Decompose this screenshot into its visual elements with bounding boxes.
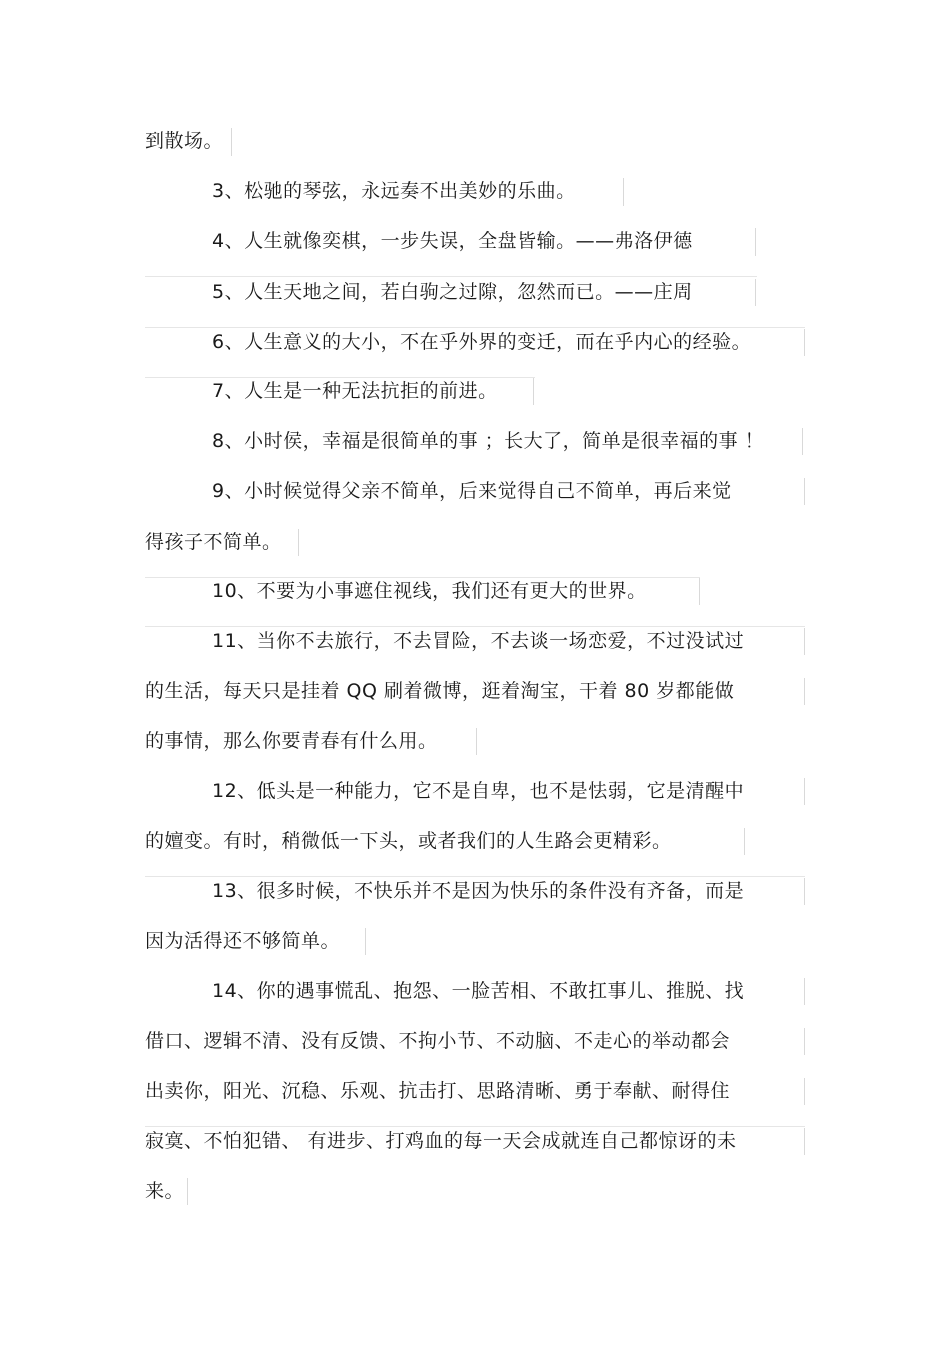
text-line: 因为活得还不够简单。 (145, 930, 341, 952)
border-fragment (744, 828, 745, 855)
text-line: 4、人生就像奕棋，一步失误，全盘皆输。——弗洛伊德 (212, 230, 693, 252)
border-fragment (187, 1178, 188, 1205)
text-line: 14、你的遇事慌乱、抱怨、一脸苦相、不敢扛事儿、推脱、找 (212, 980, 745, 1002)
border-fragment (804, 678, 805, 705)
text-line: 12、低头是一种能力，它不是自卑，也不是怯弱，它是清醒中 (212, 780, 745, 802)
text-line: 6、人生意义的大小，不在乎外界的变迁，而在乎内心的经验。 (212, 331, 752, 353)
text-line: 9、小时候觉得父亲不简单，后来觉得自己不简单，再后来觉 (212, 480, 732, 502)
border-fragment (298, 529, 299, 556)
text-line: 的嬗变。有时，稍微低一下头，或者我们的人生路会更精彩。 (145, 830, 672, 852)
border-fragment (804, 628, 805, 655)
text-line: 出卖你，阳光、沉稳、乐观、抗击打、思路清晰、勇于奉献、耐得住 (145, 1080, 731, 1102)
border-fragment (804, 1078, 805, 1105)
border-fragment (755, 279, 756, 306)
text-line: 5、人生天地之间，若白驹之过隙，忽然而已。——庄周 (212, 281, 693, 303)
text-line: 到散场。 (145, 130, 224, 152)
text-line: 寂寞、不怕犯错、 有进步、打鸡血的每一天会成就连自己都惊讶的未 (145, 1130, 737, 1152)
text-line: 得孩子不简单。 (145, 531, 282, 553)
border-fragment (804, 778, 805, 805)
border-fragment (755, 228, 756, 256)
border-fragment (804, 478, 805, 505)
border-fragment (231, 128, 232, 156)
border-fragment (804, 329, 805, 356)
border-fragment (365, 928, 366, 955)
text-line: 13、很多时候，不快乐并不是因为快乐的条件没有齐备，而是 (212, 880, 745, 902)
border-fragment (623, 178, 624, 206)
text-line: 的生活，每天只是挂着 QQ 刷着微博，逛着淘宝，干着 80 岁都能做 (145, 680, 735, 702)
border-fragment (802, 428, 803, 455)
border-fragment (533, 378, 534, 405)
border-fragment (804, 878, 805, 905)
border-fragment (699, 578, 700, 605)
text-line: 借口、逻辑不清、没有反馈、不拘小节、不动脑、不走心的举动都会 (145, 1030, 731, 1052)
text-line: 3、松驰的琴弦，永远奏不出美妙的乐曲。 (212, 180, 576, 202)
text-line: 11、当你不去旅行，不去冒险，不去谈一场恋爱，不过没试过 (212, 630, 745, 652)
text-line: 10、不要为小事遮住视线，我们还有更大的世界。 (212, 580, 647, 602)
text-line: 的事情，那么你要青春有什么用。 (145, 730, 438, 752)
text-line: 7、人生是一种无法抗拒的前进。 (212, 380, 498, 402)
text-line: 8、小时侯，幸福是很简单的事 ；长大了，简单是很幸福的事 ！ (212, 430, 765, 452)
border-fragment (804, 1128, 805, 1155)
border-fragment (804, 978, 805, 1005)
border-fragment (804, 1028, 805, 1055)
text-line: 来。 (145, 1180, 185, 1202)
border-fragment (476, 728, 477, 755)
